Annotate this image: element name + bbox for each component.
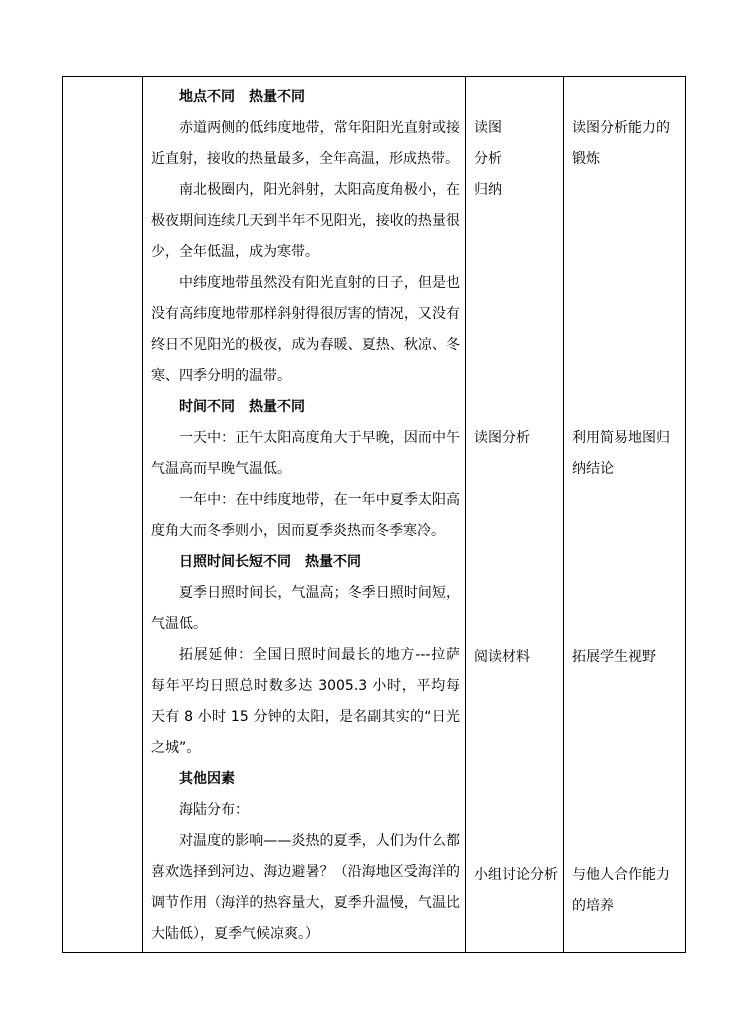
paragraph: 一天中：正午太阳高度角大于早晚，因而中午气温高而早晚气温低。 (151, 430, 460, 477)
cell-line: 锻炼 (572, 151, 600, 167)
cell-line: 与他人合作能力 (572, 867, 670, 883)
method-item (474, 423, 559, 454)
paragraph: 中纬度地带虽然没有阳光直射的日子，但是也没有高纬度地带那样斜射得很厉害的情况，又没有终日不见阳光的极夜，成为春暖、夏热、秋凉、冬寒、四季分明的温带。 (151, 275, 460, 384)
purpose-column (564, 77, 685, 952)
cell-line: 纳结论 (572, 461, 614, 477)
cell-line: 归纳 (474, 182, 502, 198)
paragraph: 南北极圈内，阳光斜射，太阳高度角极小，在极夜期间连续几天到半年不见阳光，接收的热量很少，全年低温，成为寒带。 (151, 182, 460, 260)
cell-line: 的培养 (572, 898, 614, 914)
purpose-cell (564, 77, 686, 953)
cell-line: 利用简易地图归 (572, 430, 670, 446)
purpose-item (572, 860, 681, 922)
cell-line: 分析 (474, 151, 502, 167)
content-cell (143, 77, 466, 953)
section-heading: 其他因素 (179, 771, 235, 787)
purpose-item (572, 423, 681, 485)
section-heading: 地点不同 热量不同 (179, 89, 305, 105)
method-column (466, 77, 563, 952)
paragraph: 拓展延伸：全国日照时间最长的地方---拉萨每年平均日照总时数多达 3005.3 小时，平均每天有 8 小时 15 分钟的太阳，是名副其实的“日光之城”。 (151, 647, 460, 756)
purpose-item (572, 113, 681, 175)
method-item (474, 113, 559, 206)
cell-line: 小组讨论分析 (474, 867, 558, 883)
method-item (474, 860, 559, 891)
cell-line: 读图分析 (474, 430, 530, 446)
purpose-item (572, 642, 681, 673)
section-heading: 时间不同 热量不同 (179, 399, 305, 415)
cell-line: 读图 (474, 120, 502, 136)
method-item (474, 642, 559, 673)
lesson-table (62, 76, 686, 953)
paragraph: 对温度的影响——炎热的夏季，人们为什么都喜欢选择到河边、海边避暑？（沿海地区受海洋的调节作用（海洋的热容量大，夏季升温慢，气温比大陆低），夏季气候凉爽。） (151, 833, 460, 942)
paragraph: 夏季日照时间长，气温高；冬季日照时间短，气温低。 (151, 585, 460, 632)
paragraph: 海陆分布： (179, 802, 249, 818)
method-cell (466, 77, 564, 953)
cell-line: 拓展学生视野 (572, 649, 656, 665)
paragraph: 一年中：在中纬度地带，在一年中夏季太阳高度角大而冬季则小，因而夏季炎热而冬季寒冷。 (151, 492, 460, 539)
cell-line: 阅读材料 (474, 649, 530, 665)
cell-line: 读图分析能力的 (572, 120, 670, 136)
blank-column-cell (63, 77, 143, 953)
paragraph: 赤道两侧的低纬度地带，常年阳阳光直射或接近直射，接收的热量最多，全年高温，形成热带。 (151, 120, 460, 167)
content-text (143, 77, 465, 950)
table-row (63, 77, 686, 953)
section-heading: 日照时间长短不同 热量不同 (179, 554, 361, 570)
